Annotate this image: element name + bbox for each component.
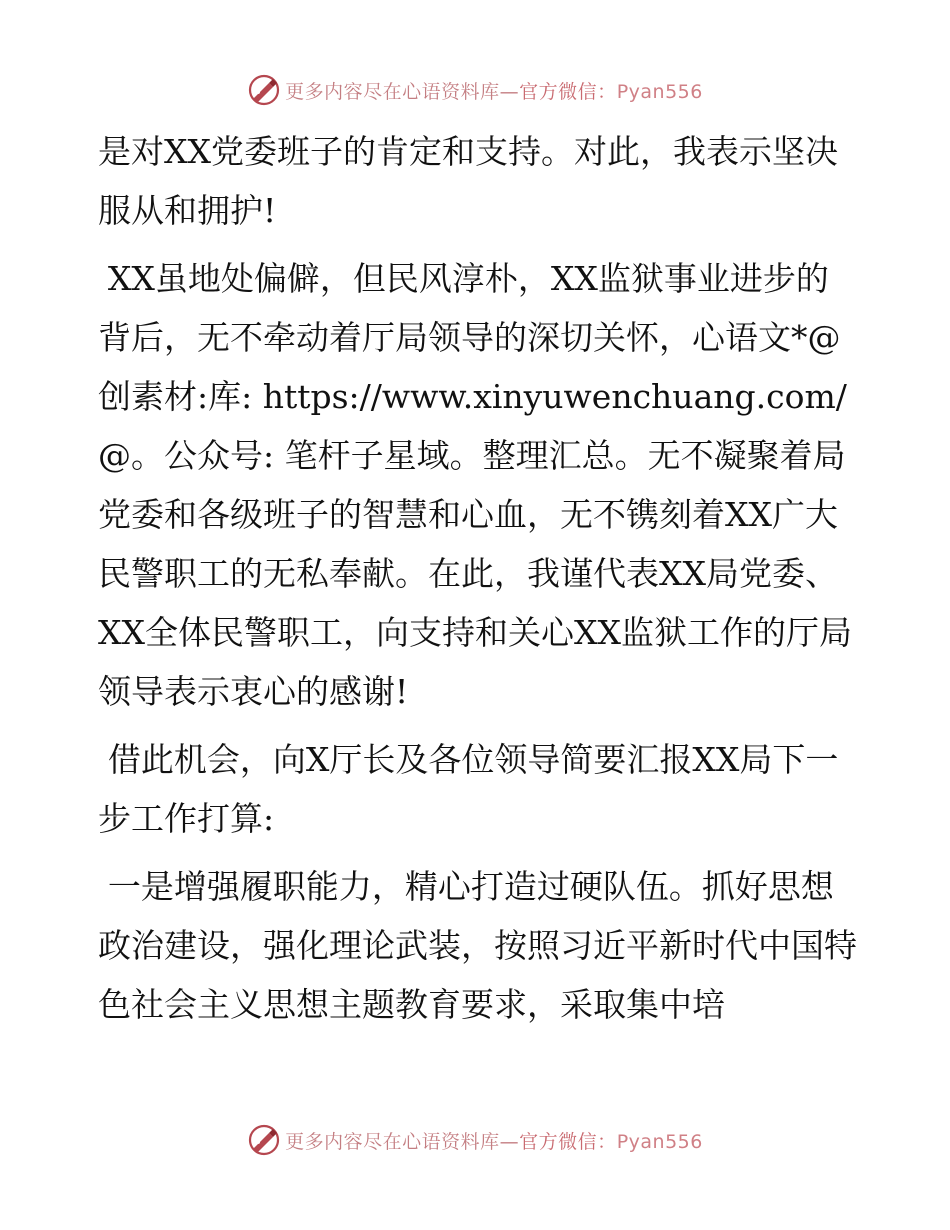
watermark-official-text: 官方微信： [519, 1130, 617, 1153]
watermark-banner-bottom [0, 1120, 950, 1160]
paragraph: 是对XX党委班子的肯定和支持。对此，我表示坚决服从和拥护! [98, 132, 838, 230]
watermark-text [285, 1127, 703, 1154]
watermark-text [285, 77, 703, 104]
watermark-site-text: 更多内容尽在心语资料库 [285, 1130, 500, 1153]
watermark-wechat-id: Pyan556 [616, 80, 703, 103]
watermark-separator: — [499, 1130, 520, 1153]
pen-logo-icon [247, 73, 281, 107]
paragraph: 借此机会，向X厅长及各位领导简要汇报XX局下一步工作打算: [98, 740, 839, 838]
watermark-wechat-id: Pyan556 [616, 1130, 703, 1153]
watermark-separator: — [499, 80, 520, 103]
document-body [98, 122, 858, 1043]
watermark-site-text: 更多内容尽在心语资料库 [285, 80, 500, 103]
pen-logo-icon [247, 1123, 281, 1157]
paragraph: 一是增强履职能力，精心打造过硬队伍。抓好思想政治建设，强化理论武装，按照习近平新时代中国特色社会主义思想主题教育要求，采取集中培 [98, 867, 857, 1024]
watermark-official-text: 官方微信： [519, 80, 617, 103]
paragraph: XX虽地处偏僻，但民风淳朴，XX监狱事业进步的背后，无不牵动着厅局领导的深切关怀，心语文*@创素材:库: https://www.xinyuwenchuang.com/@。公众号: 笔杆子星域。整理汇总。无不凝聚着局党委和各级班子的智慧和心血，无不镌刻着XX广大民警职工的无私奉献。在此，我谨代表XX局党委、XX全体民警职工，向支持和关心XX监狱工作的厅局领导表示衷心的感谢! [98, 259, 852, 711]
watermark-banner-top [0, 70, 950, 110]
